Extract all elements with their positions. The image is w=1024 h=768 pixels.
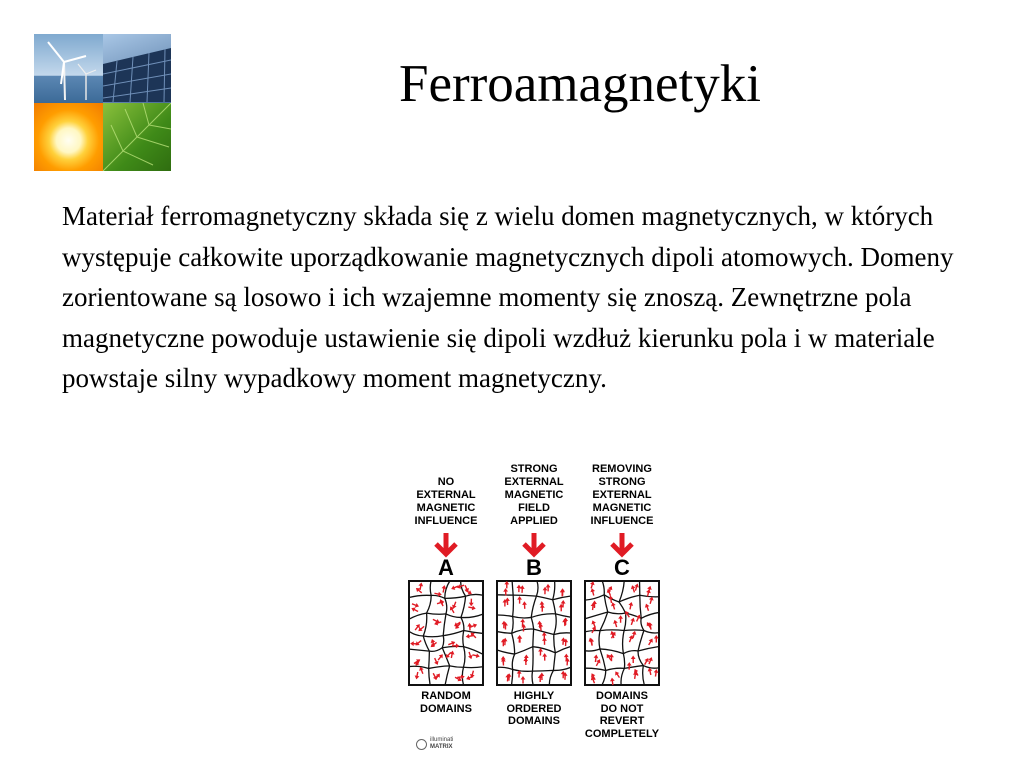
domain-panel-b — [490, 450, 578, 728]
panel-b-bottom-caption: HIGHLY ORDERED DOMAINS — [506, 690, 562, 727]
credit-logo-icon — [416, 739, 427, 750]
solar-panel-image — [103, 34, 172, 103]
leaf-image — [103, 103, 172, 172]
slide-logo — [34, 34, 171, 171]
slide-title: Ferroamagnetyki — [398, 55, 762, 113]
domain-grid-a — [408, 580, 484, 686]
panel-c-bottom-caption: DOMAINS DO NOT REVERT COMPLETELY — [584, 690, 660, 740]
panel-a-letter: A — [438, 555, 454, 580]
magnetic-domains-figure — [402, 450, 672, 760]
credit-line-1: illuminati — [430, 737, 454, 743]
sun-image — [34, 103, 103, 172]
panel-a-top-caption: NO EXTERNAL MAGNETIC INFLUENCE — [414, 476, 478, 527]
domain-panel-a — [402, 450, 490, 715]
panel-c-letter: C — [614, 555, 630, 580]
wind-turbine-image — [34, 34, 103, 103]
image-credit — [416, 737, 486, 751]
panel-a-bottom-caption: RANDOM DOMAINS — [420, 690, 472, 715]
credit-line-2: MATRIX — [430, 744, 453, 750]
domain-panel-c — [578, 450, 666, 740]
panel-c-top-caption: REMOVING STRONG EXTERNAL MAGNETIC INFLUENCE — [590, 463, 654, 527]
domain-grid-c — [584, 580, 660, 686]
panel-b-letter: B — [526, 555, 542, 580]
domain-grid-b — [496, 580, 572, 686]
slide-body-text: Materiał ferromagnetyczny składa się z wielu domen magnetycznych, w których występuje całkowite uporządkowanie magnetycznych dipoli atomowych. Domeny zorientowane są losowo i ich wzajemne momenty się znoszą. Zewnętrzne pola magnetyczne powoduje ustawienie się dipoli wzdłuż kierunku pola i w materiale powstaje silny wypadkowy moment magnetyczny. — [62, 201, 954, 393]
panel-b-top-caption: STRONG EXTERNAL MAGNETIC FIELD APPLIED — [504, 463, 564, 527]
